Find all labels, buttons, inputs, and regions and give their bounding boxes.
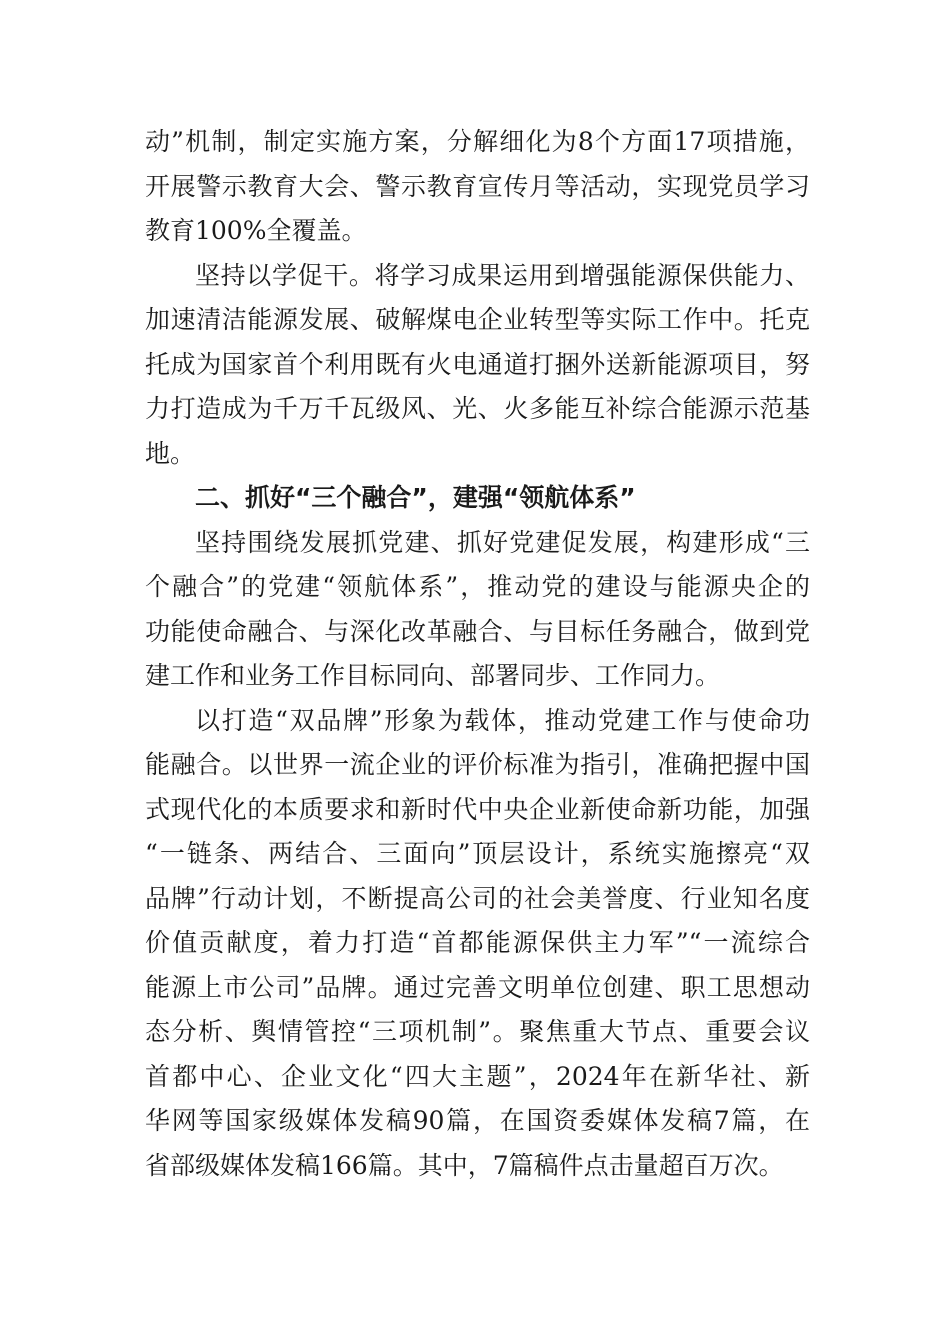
paragraph-2 xyxy=(145,254,810,477)
text-line: 省部级媒体发稿166篇。其中，7篇稿件点击量超百万次。 xyxy=(145,1150,784,1180)
text-line: 教育100%全覆盖。 xyxy=(145,216,367,245)
text-line: 坚持围绕发展抓党建、抓好党建促发展，构建形成“三 xyxy=(195,527,810,557)
paragraph-4 xyxy=(145,699,810,1189)
text-line: 力打造成为千万千瓦级风、光、火多能互补综合能源示范基 xyxy=(145,394,810,423)
text-line: 动”机制，制定实施方案，分解细化为8个方面17项措施， xyxy=(145,127,810,156)
text-line: 品牌”行动计划，不断提高公司的社会美誉度、行业知名度 xyxy=(145,883,810,913)
text-line: “一链条、两结合、三面向”顶层设计，系统实施擦亮“双 xyxy=(145,839,810,868)
text-line: 态分析、舆情管控“三项机制”。聚焦重大节点、重要会议 xyxy=(145,1017,810,1046)
text-line: 功能使命融合、与深化改革融合、与目标任务融合，做到党 xyxy=(145,616,810,646)
text-line: 地。 xyxy=(145,438,196,468)
paragraph-1-continuation xyxy=(145,120,810,254)
text-line: 能融合。以世界一流企业的评价标准为指引，准确把握中国 xyxy=(145,750,810,779)
text-line: 个融合”的党建“领航体系”，推动党的建设与能源央企的 xyxy=(145,572,810,601)
paragraph-3 xyxy=(145,521,810,699)
heading-line: 二、抓好“三个融合”，建强“领航体系” xyxy=(195,483,636,512)
text-line: 式现代化的本质要求和新时代中央企业新使命新功能，加强 xyxy=(145,794,810,824)
document-body xyxy=(145,120,810,1188)
text-line: 能源上市公司”品牌。通过完善文明单位创建、职工思想动 xyxy=(145,972,810,1002)
text-line: 以打造“双品牌”形象为载体，推动党建工作与使命功 xyxy=(195,705,810,735)
text-line: 价值贡献度，着力打造“首都能源保供主力军”“一流综合 xyxy=(145,928,810,957)
text-line: 坚持以学促干。将学习成果运用到增强能源保供能力、 xyxy=(195,260,810,290)
text-line: 首都中心、企业文化“四大主题”，2024年在新华社、新 xyxy=(145,1061,810,1091)
section-heading xyxy=(145,476,810,521)
text-line: 加速清洁能源发展、破解煤电企业转型等实际工作中。托克 xyxy=(145,305,810,334)
text-line: 华网等国家级媒体发稿90篇，在国资委媒体发稿7篇，在 xyxy=(145,1106,810,1135)
text-line: 托成为国家首个利用既有火电通道打捆外送新能源项目，努 xyxy=(145,349,810,379)
text-line: 建工作和业务工作目标同向、部署同步、工作同力。 xyxy=(145,661,721,690)
text-line: 开展警示教育大会、警示教育宣传月等活动，实现党员学习 xyxy=(145,171,810,201)
